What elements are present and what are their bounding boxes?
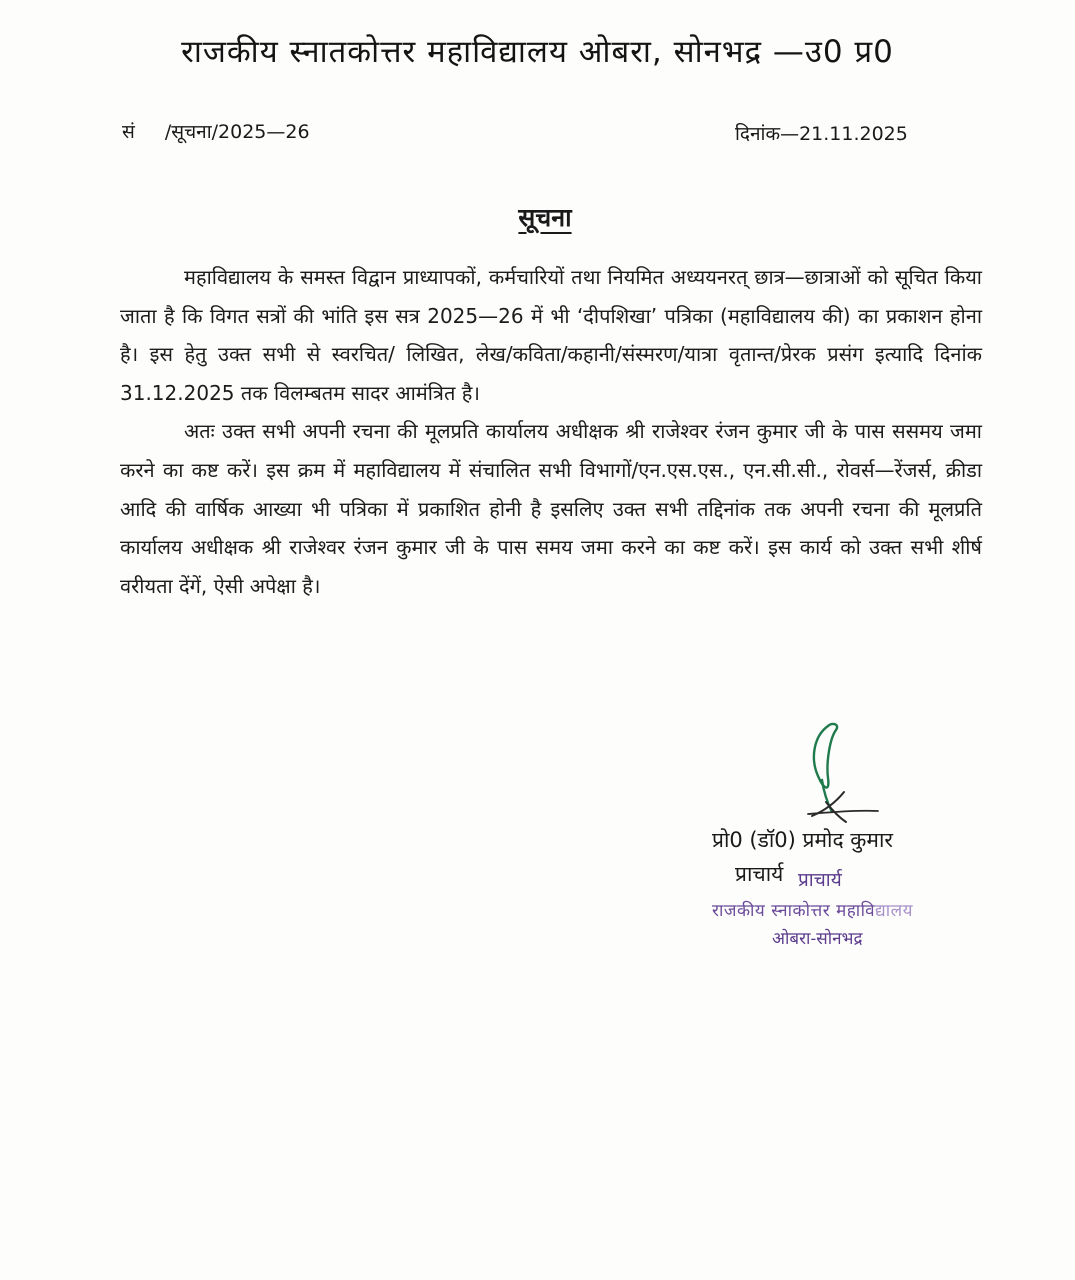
stamp-place: ओबरा-सोनभद्र (772, 929, 863, 949)
reference-prefix: सं (122, 121, 135, 143)
signatory-name: प्रो0 (डॉ0) प्रमोद कुमार (712, 828, 894, 852)
signatory-designation: प्राचार्य (735, 862, 784, 886)
stamp-college-faded: द्यालय (875, 901, 914, 921)
notice-heading (0, 200, 1075, 234)
notice-body (120, 258, 982, 605)
notice-date: दिनांक—21.11.2025 (735, 123, 908, 145)
stamp-college-main: राजकीय स्नाकोत्तर महावि (712, 901, 876, 921)
reference-number (122, 118, 310, 144)
handwritten-signature (770, 718, 900, 838)
notice-heading-text: सूचना (518, 203, 572, 232)
stamp-college-name (712, 898, 913, 921)
reference-code: /सूचना/2025—26 (164, 121, 310, 143)
notice-paragraph-2: अतः उक्त सभी अपनी रचना की मूलप्रति कार्यालय अधीक्षक श्री राजेश्वर रंजन कुमार जी के पास ससमय जमा करने का कष्ट करें। इस क्रम में महाविद्यालय में संचालित सभी विभागों/एन.एस.एस., एन.सी.सी., रोवर्स—रेंजर्स, क्रीडा आदि की वार्षिक आख्या भी पत्रिका में प्रकाशित होनी है इसलिए उक्त सभी तद्दिनांक तक अपनी रचना की मूलप्रति कार्यालय अधीक्षक श्री राजेश्वर रंजन कुमार जी के पास समय जमा करने का कष्ट करें। इस कार्य को उक्त सभी शीर्ष वरीयता देंगें, ऐसी अपेक्षा है। (120, 419, 982, 598)
stamp-designation: प्राचार्य (798, 869, 842, 891)
notice-paragraph-1: महाविद्यालय के समस्त विद्वान प्राध्यापकों, कर्मचारियों तथा नियमित अध्ययनरत् छात्र—छात्राओं को सूचित किया जाता है कि विगत सत्रों की भांति इस सत्र 2025—26 में भी ‘दीपशिखा’ पत्रिका (महाविद्यालय की) का प्रकाशन होना है। इस हेतु उक्त सभी से स्वरचित/ लिखित, लेख/कविता/कहानी/संस्मरण/यात्रा वृतान्त/प्रेरक प्रसंग इत्यादि दिनांक 31.12.2025 तक विलम्बतम सादर आमंत्रित है। (120, 265, 982, 405)
college-header-title: राजकीय स्नातकोत्तर महाविद्यालय ओबरा, सोनभद्र —उ0 प्र0 (181, 34, 894, 70)
